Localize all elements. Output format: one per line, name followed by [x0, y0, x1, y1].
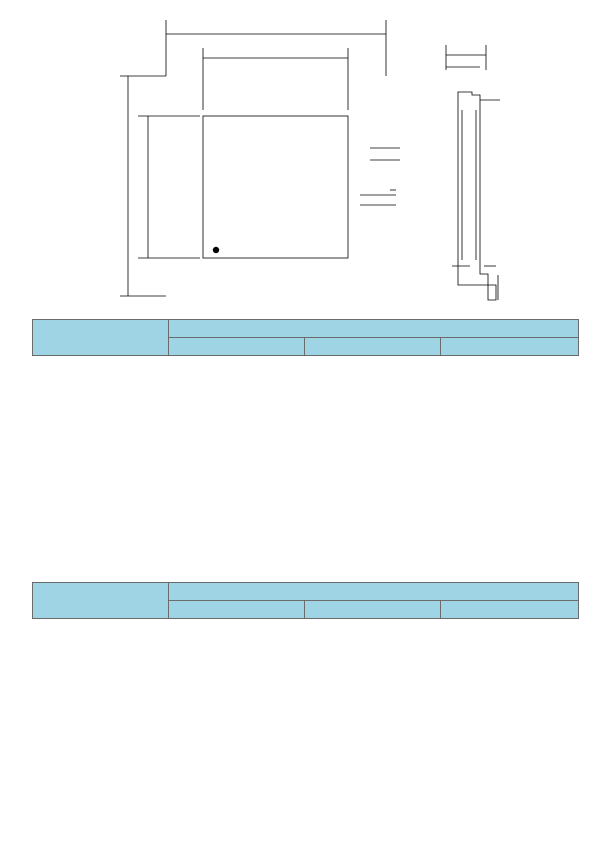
nom-header	[305, 338, 441, 356]
min-header	[169, 338, 305, 356]
pin1-marker	[213, 247, 219, 253]
max-header	[441, 338, 579, 356]
mm-dimensions-table	[32, 582, 579, 619]
inch-dimensions-table	[32, 319, 579, 356]
symbol-header	[33, 583, 169, 619]
min-header	[169, 601, 305, 619]
nom-header	[305, 601, 441, 619]
package-body	[203, 116, 348, 258]
group-header	[169, 583, 579, 601]
package-outline-drawing	[0, 0, 610, 318]
symbol-header	[33, 320, 169, 356]
group-header	[169, 320, 579, 338]
max-header	[441, 601, 579, 619]
